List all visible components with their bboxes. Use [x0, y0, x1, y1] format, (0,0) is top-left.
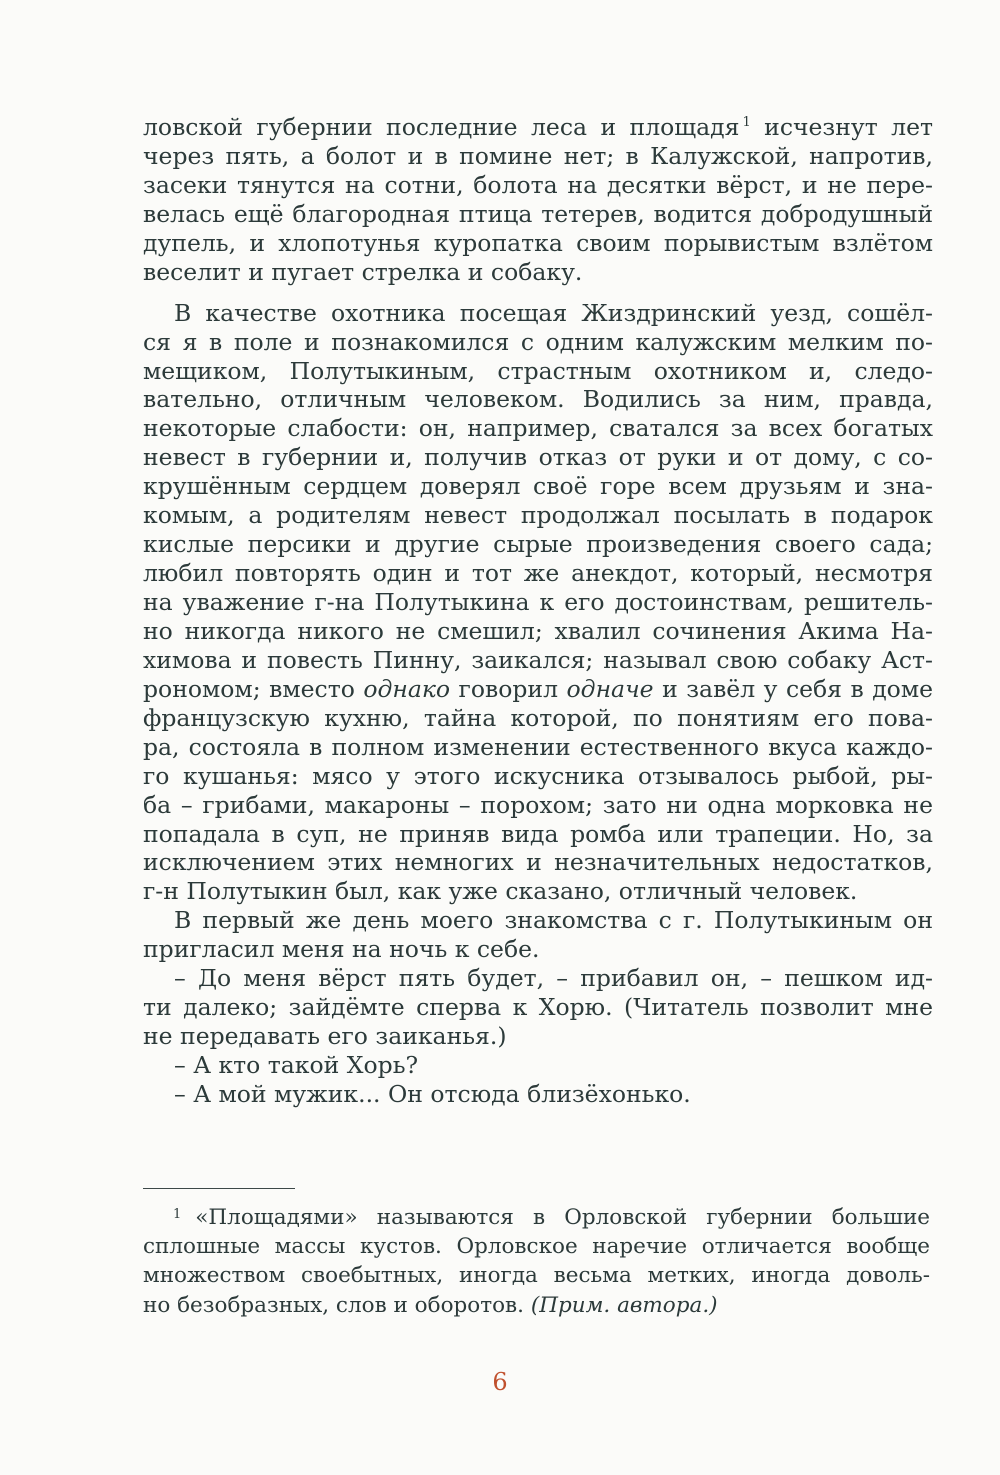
- text-fragment: рономом; вместо: [143, 674, 364, 703]
- line-text: крушённым сердцем доверял своё горе всем друзьям и зна-: [143, 472, 933, 501]
- page-number: 6: [492, 1368, 508, 1396]
- text-line: [143, 646, 933, 675]
- footnote-line: [143, 1203, 930, 1232]
- line-text: невест в губернии и, получив отказ от руки и от дому, с со-: [143, 443, 933, 472]
- body-text: [143, 113, 933, 1109]
- line-text: В первый же день моего знакомства с г. Полутыкиным он: [174, 906, 933, 935]
- line-text: ловской губернии последние леса и площадя: [143, 113, 740, 141]
- line-text: – До меня вёрст пять будет, – прибавил он, – пешком ид-: [174, 964, 933, 993]
- text-line: [143, 530, 933, 559]
- line-text: химова и повесть Пинну, заикался; называл свою собаку Аст-: [143, 645, 933, 674]
- text-line: [143, 820, 933, 849]
- footnote-separator: [143, 1188, 295, 1189]
- line-text: го кушанья: мясо у этого искусника отзывалось рыбой, ры-: [143, 761, 933, 790]
- line-text: некоторые слабости: он, например, сватался за всех богатых: [143, 414, 933, 443]
- text-line: [143, 993, 933, 1022]
- footnote-line: [143, 1261, 930, 1290]
- line-text: ра, состояла в полном изменении естественного вкуса каждо-: [143, 732, 933, 761]
- line-text: г-н Полутыкин был, как уже сказано, отличный человек.: [143, 877, 858, 906]
- text-line: [143, 791, 933, 820]
- text-fragment: но безобразных, слов и оборотов.: [143, 1292, 531, 1318]
- line-text: – А кто такой Хорь?: [174, 1051, 419, 1079]
- text-fragment: говорил: [450, 674, 567, 703]
- text-line: [143, 200, 933, 229]
- text-line: [143, 299, 933, 328]
- text-line: [143, 762, 933, 791]
- text-line: [143, 472, 933, 501]
- text-line: [143, 1080, 933, 1109]
- text-line: [143, 443, 933, 472]
- text-line: [143, 617, 933, 646]
- line-text: ти далеко; зайдёмте сперва к Хорю. (Читатель позволит мне: [143, 993, 933, 1022]
- line-text: мещиком, Полутыкиным, страстным охотником и, следо-: [143, 356, 933, 385]
- line-text: сплошные массы кустов. Орловское наречие отличается вообще: [143, 1234, 930, 1260]
- line-text: пригласил меня на ночь к себе.: [143, 935, 540, 964]
- line-text: кислые персики и другие сырые произведения своего сада;: [143, 530, 933, 559]
- line-text: веселит и пугает стрелка и собаку.: [143, 257, 583, 286]
- text-line: [143, 559, 933, 588]
- line-text: В качестве охотника посещая Жиздринский уезд, сошёл-: [174, 298, 933, 327]
- line-text: «Площадями» называются в Орловской губернии большие: [195, 1205, 930, 1230]
- footnote-line: [143, 1291, 930, 1320]
- line-text: любил повторять один и тот же анекдот, который, несмотря: [143, 559, 933, 588]
- text-line: [143, 501, 933, 530]
- text-line: [143, 385, 933, 414]
- text-line: [143, 935, 933, 964]
- text-line: [143, 964, 933, 993]
- text-line: [143, 258, 933, 287]
- text-line: [143, 142, 933, 171]
- line-text: не передавать его заиканья.): [143, 1022, 507, 1051]
- line-text: вательно, отличным человеком. Водились за ним, правда,: [143, 385, 933, 414]
- text-line: [143, 588, 933, 617]
- italic-text: (Прим. автора.): [530, 1292, 718, 1318]
- text-fragment: и завёл у себя в доме: [653, 674, 934, 703]
- footnote: [143, 1203, 930, 1320]
- text-line: [143, 848, 933, 877]
- line-text: множеством своебытных, иногда весьма метких, иногда доволь-: [143, 1263, 930, 1289]
- text-line: [143, 704, 933, 733]
- text-line: [143, 675, 933, 704]
- footnote-line: [143, 1232, 930, 1261]
- footnote-marker: 1: [173, 1207, 182, 1222]
- line-text: засеки тянутся на сотни, болота на десятки вёрст, и не пере-: [143, 170, 933, 199]
- line-text: на уважение г-на Полутыкина к его достоинствам, решитель-: [143, 588, 933, 616]
- italic-text: однако: [363, 674, 451, 703]
- line-text: дупель, и хлопотунья куропатка своим порывистым взлётом: [143, 228, 933, 257]
- text-line: [143, 1051, 933, 1080]
- text-line: [143, 733, 933, 762]
- line-text: ся я в поле и познакомился с одним калужским мелким по-: [143, 327, 933, 356]
- line-text: через пять, а болот и в помине нет; в Калужской, напротив,: [143, 141, 933, 170]
- text-line: [143, 906, 933, 935]
- line-text: – А мой мужик... Он отсюда близёхонько.: [174, 1079, 691, 1108]
- text-line: [143, 171, 933, 200]
- line-text: французскую кухню, тайна которой, по понятиям его пова-: [143, 703, 933, 732]
- text-line: [143, 414, 933, 443]
- text-line: [143, 877, 933, 906]
- italic-text: одначе: [566, 674, 654, 703]
- text-line: [143, 328, 933, 357]
- text-line: [143, 229, 933, 258]
- text-line: [143, 357, 933, 386]
- line-text: велась ещё благородная птица тетерев, водится добродушный: [143, 199, 933, 228]
- line-text: исключением этих немногих и незначительных недостатков,: [143, 848, 933, 877]
- line-text: комым, а родителям невест продолжал посылать в подарок: [143, 501, 933, 530]
- text-line: [143, 113, 933, 142]
- line-text: ба – грибами, макароны – порохом; зато ни одна морковка не: [143, 790, 933, 819]
- text-line: [143, 1022, 933, 1051]
- line-text: но никогда никого не смешил; хвалил сочинения Акима На-: [143, 616, 933, 645]
- line-text: попадала в суп, не приняв вида ромба или трапеции. Но, за: [143, 819, 933, 848]
- line-text-continued: исчезнут лет: [750, 113, 933, 141]
- footnote-reference[interactable]: 1: [742, 115, 751, 130]
